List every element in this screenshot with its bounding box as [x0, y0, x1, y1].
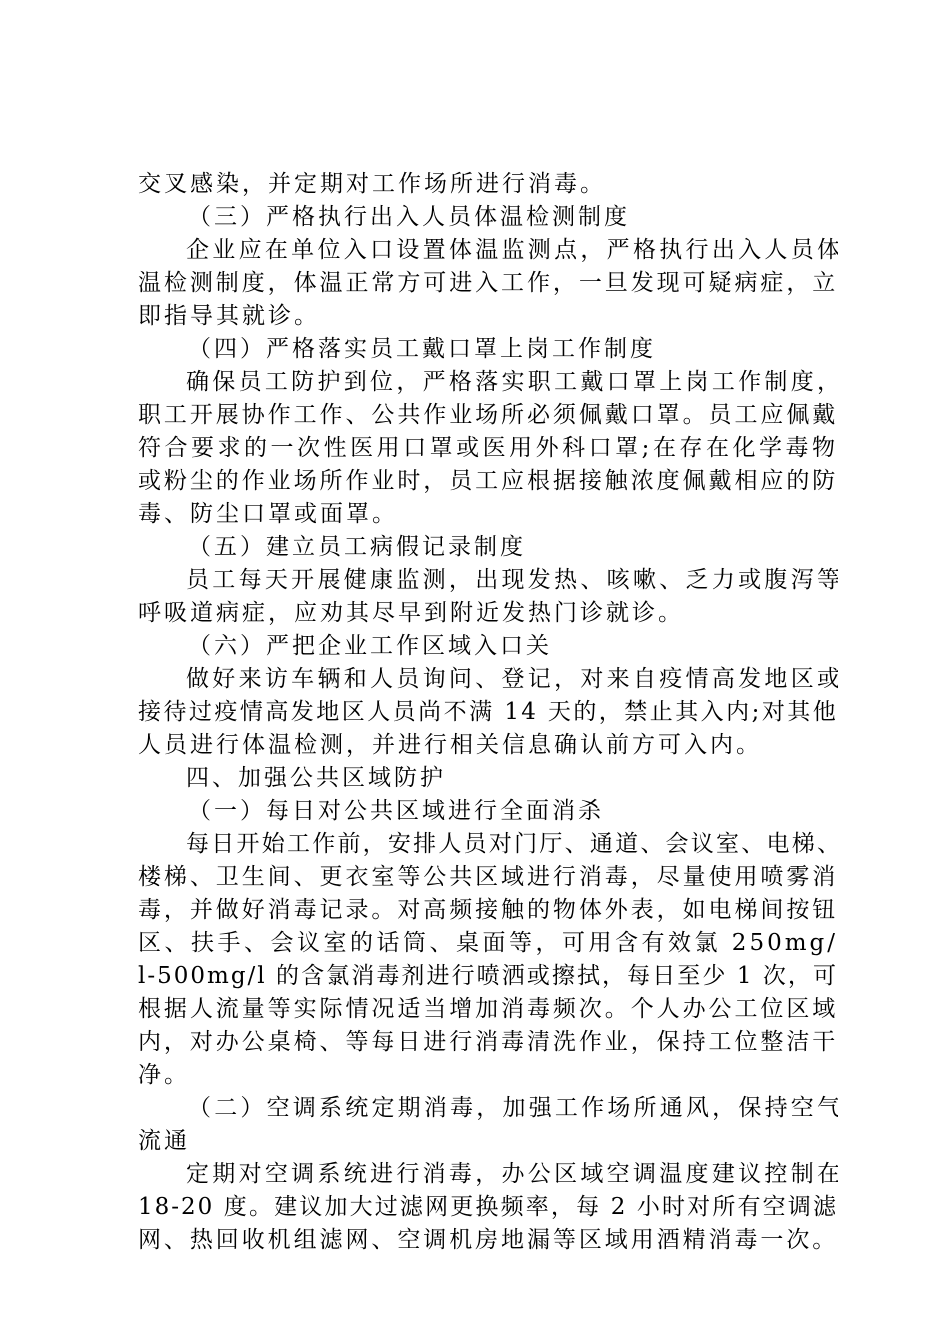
text-line-29: 流通 [138, 1128, 190, 1154]
text-line-27: 净。 [138, 1062, 190, 1088]
text-line-31: 18-20 度。建议加大过滤网更换频率，每 2 小时对所有空调滤 [138, 1194, 838, 1220]
text-line-2: 企业应在单位入口设置体温监测点，严格执行出入人员体 [186, 237, 838, 263]
text-line-26: 内，对办公桌椅、等每日进行消毒清洗作业，保持工位整洁干 [138, 1029, 838, 1055]
text-line-13: 呼吸道病症，应劝其尽早到附近发热门诊就诊。 [138, 600, 684, 626]
subheading-4: （四）严格落实员工戴口罩上岗工作制度 [188, 336, 656, 362]
text-line-23: 区、扶手、会议室的话筒、桌面等，可用含有效氯 250mg/ [138, 930, 838, 956]
text-line-20: 每日开始工作前，安排人员对门厅、通道、会议室、电梯、 [186, 831, 838, 857]
subheading-2: （二）空调系统定期消毒，加强工作场所通风，保持空气 [188, 1095, 838, 1121]
text-line-8: 符合要求的一次性医用口罩或医用外科口罩;在存在化学毒物 [138, 435, 838, 461]
section-heading-4: 四、加强公共区域防护 [186, 765, 446, 791]
text-line-4: 即指导其就诊。 [138, 303, 320, 329]
document-body [138, 168, 838, 1257]
text-line-12: 员工每天开展健康监测，出现发热、咳嗽、乏力或腹泻等 [186, 567, 838, 593]
text-line-7: 职工开展协作工作、公共作业场所必须佩戴口罩。员工应佩戴 [138, 402, 838, 428]
text-line-25: 根据人流量等实际情况适当增加消毒频次。个人办公工位区域 [138, 996, 838, 1022]
text-line-24: l-500mg/l 的含氯消毒剂进行喷洒或擦拭，每日至少 1 次，可 [138, 963, 838, 989]
text-line-6: 确保员工防护到位，严格落实职工戴口罩上岗工作制度， [186, 369, 838, 395]
text-line-10: 毒、防尘口罩或面罩。 [138, 501, 398, 527]
text-line-17: 人员进行体温检测，并进行相关信息确认前方可入内。 [138, 732, 762, 758]
subheading-3: （三）严格执行出入人员体温检测制度 [188, 204, 630, 230]
text-line-0: 交叉感染，并定期对工作场所进行消毒。 [138, 171, 606, 197]
subheading-6: （六）严把企业工作区域入口关 [188, 633, 552, 659]
text-line-9: 或粉尘的作业场所作业时，员工应根据接触浓度佩戴相应的防 [138, 468, 838, 494]
text-line-22: 毒，并做好消毒记录。对高频接触的物体外表，如电梯间按钮 [138, 897, 838, 923]
text-line-32: 网、热回收机组滤网、空调机房地漏等区域用酒精消毒一次。 [138, 1227, 838, 1253]
text-line-16: 接待过疫情高发地区人员尚不满 14 天的，禁止其入内;对其他 [138, 699, 838, 725]
subheading-1: （一）每日对公共区域进行全面消杀 [188, 798, 604, 824]
text-line-21: 楼梯、卫生间、更衣室等公共区域进行消毒，尽量使用喷雾消 [138, 864, 838, 890]
subheading-5: （五）建立员工病假记录制度 [188, 534, 526, 560]
text-line-15: 做好来访车辆和人员询问、登记，对来自疫情高发地区或 [186, 666, 838, 692]
text-line-3: 温检测制度，体温正常方可进入工作，一旦发现可疑病症，立 [138, 270, 838, 296]
text-line-30: 定期对空调系统进行消毒，办公区域空调温度建议控制在 [186, 1161, 838, 1187]
